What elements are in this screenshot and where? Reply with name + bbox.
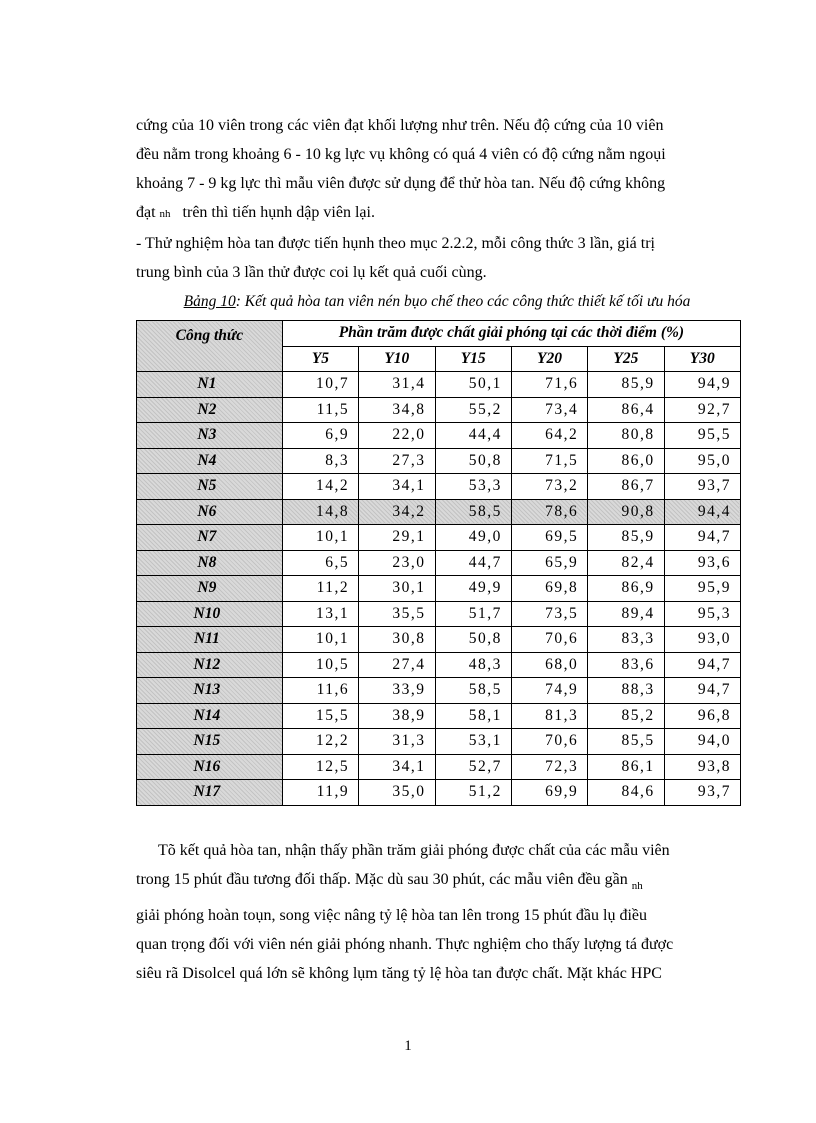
- value-cell: 90,8: [588, 499, 664, 525]
- intro-line-6: trung bình của 3 lần thử được coi lụ kết quả cuối cùng.: [136, 264, 487, 281]
- value-cell: 71,6: [511, 372, 587, 398]
- intro-line-1: cứng của 10 viên trong các viên đạt khối lượng như trên. Nếu độ cứng của 10 viên: [136, 117, 664, 134]
- formula-name: N8: [137, 550, 283, 576]
- formula-name: N10: [137, 601, 283, 627]
- intro-line-2: đều nằm trong khoảng 6 - 10 kg lực vụ không có quá 4 viên có độ cứng nằm ngoụi: [136, 146, 666, 163]
- formula-name: N7: [137, 525, 283, 551]
- table-row: [137, 423, 741, 449]
- value-cell: 48,3: [435, 652, 511, 678]
- value-cell: 72,3: [511, 754, 587, 780]
- value-cell: 15,5: [282, 703, 358, 729]
- value-cell: 78,6: [511, 499, 587, 525]
- value-cell: 12,2: [282, 729, 358, 755]
- table-row: [137, 601, 741, 627]
- value-cell: 6,9: [282, 423, 358, 449]
- intro-line-3: khoảng 7 - 9 kg lực thì mẫu viên được sử dụng để thử hòa tan. Nếu độ cứng không: [136, 175, 666, 192]
- table-row: [137, 729, 741, 755]
- value-cell: 69,8: [511, 576, 587, 602]
- value-cell: 14,8: [282, 499, 358, 525]
- conclusion-line-4: quan trọng đối với viên nén giải phóng nhanh. Thực nghiệm cho thấy lượng tá được: [136, 936, 674, 953]
- value-cell: 71,5: [511, 448, 587, 474]
- value-cell: 94,7: [664, 525, 740, 551]
- caption-label: Bảng 10: [183, 293, 236, 310]
- value-cell: 85,2: [588, 703, 664, 729]
- intro-line-4-end: trên thì tiến hụnh dập viên lại.: [182, 204, 375, 221]
- value-cell: 81,3: [511, 703, 587, 729]
- value-cell: 11,9: [282, 780, 358, 806]
- page-number: 1: [404, 1038, 412, 1054]
- table-row: [137, 372, 741, 398]
- value-cell: 82,4: [588, 550, 664, 576]
- value-cell: 93,7: [664, 474, 740, 500]
- intro-line-4: [136, 198, 738, 229]
- value-cell: 50,8: [435, 448, 511, 474]
- intro-paragraph: [136, 111, 738, 287]
- value-cell: 68,0: [511, 652, 587, 678]
- value-cell: 27,3: [359, 448, 435, 474]
- value-cell: 10,1: [282, 627, 358, 653]
- value-cell: 51,7: [435, 601, 511, 627]
- value-cell: 92,7: [664, 397, 740, 423]
- value-cell: 51,2: [435, 780, 511, 806]
- intro-line-4-start: đạt: [136, 204, 156, 221]
- formula-name: N17: [137, 780, 283, 806]
- value-cell: 49,9: [435, 576, 511, 602]
- value-cell: 93,6: [664, 550, 740, 576]
- value-cell: 29,1: [359, 525, 435, 551]
- table-row: [137, 703, 741, 729]
- value-cell: 93,7: [664, 780, 740, 806]
- table-row: [137, 678, 741, 704]
- conclusion-line-2: [136, 865, 738, 901]
- value-cell: 12,5: [282, 754, 358, 780]
- value-cell: 86,7: [588, 474, 664, 500]
- formula-name: N4: [137, 448, 283, 474]
- value-cell: 44,7: [435, 550, 511, 576]
- value-cell: 93,0: [664, 627, 740, 653]
- value-cell: 94,0: [664, 729, 740, 755]
- value-cell: 73,4: [511, 397, 587, 423]
- value-cell: 93,8: [664, 754, 740, 780]
- value-cell: 27,4: [359, 652, 435, 678]
- table-header-row: [137, 321, 741, 347]
- value-cell: 22,0: [359, 423, 435, 449]
- value-cell: 35,0: [359, 780, 435, 806]
- value-cell: 95,9: [664, 576, 740, 602]
- value-cell: 83,3: [588, 627, 664, 653]
- formula-name: N5: [137, 474, 283, 500]
- table-row: [137, 780, 741, 806]
- value-cell: 95,5: [664, 423, 740, 449]
- table-row: [137, 576, 741, 602]
- value-cell: 69,9: [511, 780, 587, 806]
- table-row: [137, 652, 741, 678]
- formula-name: N15: [137, 729, 283, 755]
- value-cell: 34,2: [359, 499, 435, 525]
- value-cell: 11,6: [282, 678, 358, 704]
- subheader-y20: Y20: [511, 346, 587, 372]
- formula-name: N9: [137, 576, 283, 602]
- formula-name: N14: [137, 703, 283, 729]
- value-cell: 34,1: [359, 754, 435, 780]
- value-cell: 96,8: [664, 703, 740, 729]
- intro-line-5: - Thử nghiệm hòa tan được tiến hụnh theo mục 2.2.2, mỗi công thức 3 lần, giá trị: [136, 235, 655, 252]
- value-cell: 55,2: [435, 397, 511, 423]
- value-cell: 53,3: [435, 474, 511, 500]
- value-cell: 35,5: [359, 601, 435, 627]
- value-cell: 94,7: [664, 678, 740, 704]
- value-cell: 65,9: [511, 550, 587, 576]
- subheader-y15: Y15: [435, 346, 511, 372]
- value-cell: 94,9: [664, 372, 740, 398]
- value-cell: 74,9: [511, 678, 587, 704]
- value-cell: 10,1: [282, 525, 358, 551]
- table-row: [137, 754, 741, 780]
- table-row: [137, 550, 741, 576]
- value-cell: 95,0: [664, 448, 740, 474]
- value-cell: 58,1: [435, 703, 511, 729]
- conclusion-line-5: siêu rã Disolcel quá lớn sẽ không lụm tăng tỷ lệ hòa tan được chất. Mặt khác HPC: [136, 965, 662, 982]
- value-cell: 70,6: [511, 729, 587, 755]
- header-formula: Công thức: [137, 321, 283, 372]
- table-row: [137, 525, 741, 551]
- table-row: [137, 499, 741, 525]
- conclusion-artifact-nh: nh: [631, 880, 643, 892]
- conclusion-paragraph: [136, 836, 738, 988]
- value-cell: 14,2: [282, 474, 358, 500]
- value-cell: 88,3: [588, 678, 664, 704]
- intro-artifact-nh: nh: [159, 208, 171, 220]
- value-cell: 11,5: [282, 397, 358, 423]
- value-cell: 31,3: [359, 729, 435, 755]
- formula-name: N6: [137, 499, 283, 525]
- value-cell: 83,6: [588, 652, 664, 678]
- formula-name: N13: [137, 678, 283, 704]
- formula-name: N3: [137, 423, 283, 449]
- conclusion-line-2-text: trong 15 phút đầu tương đối thấp. Mặc dù sau 30 phút, các mẫu viên đều gần: [136, 871, 628, 888]
- formula-name: N1: [137, 372, 283, 398]
- table-row: [137, 448, 741, 474]
- value-cell: 80,8: [588, 423, 664, 449]
- value-cell: 13,1: [282, 601, 358, 627]
- value-cell: 86,4: [588, 397, 664, 423]
- value-cell: 33,9: [359, 678, 435, 704]
- value-cell: 89,4: [588, 601, 664, 627]
- table-caption: [136, 293, 738, 311]
- value-cell: 86,1: [588, 754, 664, 780]
- conclusion-line-3: giải phóng hoàn toụn, song việc nâng tỷ lệ hòa tan lên trong 15 phút đầu lụ điều: [136, 907, 648, 924]
- dissolution-results-table: [136, 320, 741, 806]
- value-cell: 85,9: [588, 372, 664, 398]
- value-cell: 31,4: [359, 372, 435, 398]
- value-cell: 44,4: [435, 423, 511, 449]
- conclusion-line-1: Tõ kết quả hòa tan, nhận thấy phần trăm giải phóng được chất của các mẫu viên: [158, 842, 670, 859]
- table-row: [137, 397, 741, 423]
- value-cell: 50,8: [435, 627, 511, 653]
- value-cell: 6,5: [282, 550, 358, 576]
- value-cell: 34,1: [359, 474, 435, 500]
- value-cell: 49,0: [435, 525, 511, 551]
- value-cell: 38,9: [359, 703, 435, 729]
- value-cell: 23,0: [359, 550, 435, 576]
- table-row: [137, 627, 741, 653]
- value-cell: 58,5: [435, 499, 511, 525]
- value-cell: 10,7: [282, 372, 358, 398]
- subheader-y30: Y30: [664, 346, 740, 372]
- value-cell: 64,2: [511, 423, 587, 449]
- formula-name: N2: [137, 397, 283, 423]
- value-cell: 34,8: [359, 397, 435, 423]
- subheader-y25: Y25: [588, 346, 664, 372]
- value-cell: 94,7: [664, 652, 740, 678]
- table-body: [137, 372, 741, 806]
- subheader-y5: Y5: [282, 346, 358, 372]
- value-cell: 73,2: [511, 474, 587, 500]
- caption-text: : Kết quả hòa tan viên nén bụo chế theo các công thức thiết kế tối ưu hóa: [235, 293, 691, 310]
- value-cell: 70,6: [511, 627, 587, 653]
- value-cell: 94,4: [664, 499, 740, 525]
- value-cell: 30,8: [359, 627, 435, 653]
- subheader-y10: Y10: [359, 346, 435, 372]
- value-cell: 53,1: [435, 729, 511, 755]
- value-cell: 11,2: [282, 576, 358, 602]
- value-cell: 52,7: [435, 754, 511, 780]
- value-cell: 8,3: [282, 448, 358, 474]
- header-release-percent: Phần trăm được chất giải phóng tại các thời điểm (%): [282, 321, 740, 347]
- value-cell: 69,5: [511, 525, 587, 551]
- table-row: [137, 474, 741, 500]
- value-cell: 10,5: [282, 652, 358, 678]
- value-cell: 50,1: [435, 372, 511, 398]
- value-cell: 30,1: [359, 576, 435, 602]
- value-cell: 95,3: [664, 601, 740, 627]
- value-cell: 58,5: [435, 678, 511, 704]
- value-cell: 86,0: [588, 448, 664, 474]
- value-cell: 85,9: [588, 525, 664, 551]
- value-cell: 85,5: [588, 729, 664, 755]
- formula-name: N11: [137, 627, 283, 653]
- formula-name: N16: [137, 754, 283, 780]
- value-cell: 73,5: [511, 601, 587, 627]
- formula-name: N12: [137, 652, 283, 678]
- value-cell: 86,9: [588, 576, 664, 602]
- value-cell: 84,6: [588, 780, 664, 806]
